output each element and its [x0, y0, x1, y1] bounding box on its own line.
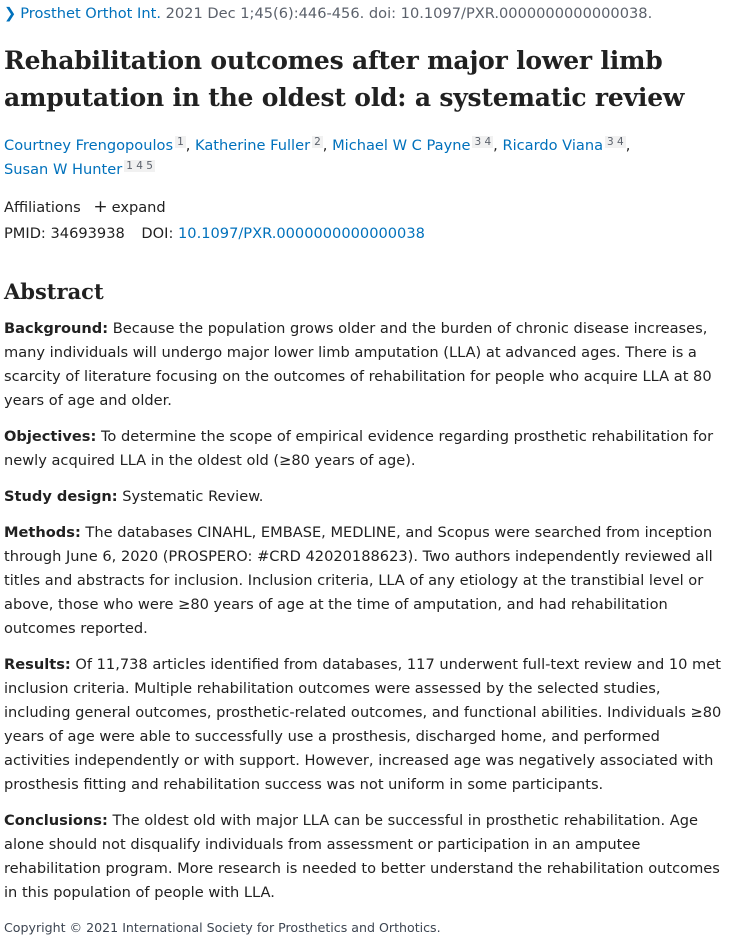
- section-label: Background:: [4, 320, 109, 337]
- abstract-section: [4, 317, 728, 413]
- section-label: Objectives:: [4, 428, 97, 445]
- expand-label: expand: [111, 199, 166, 216]
- doi-label: DOI:: [141, 225, 174, 242]
- section-text: Of 11,738 articles identified from databases, 117 underwent full-text review and 10 met inclusion criteria. Multiple rehabilitation outcomes were assessed by the selected studies, including general outcomes, prosthetic-related outcomes, and functional abilities. Individuals ≥80 years of age were able to successfully use a prosthesis, discharged home, and performed activities independently or with support. However, increased age was negatively associated with prosthesis fitting and rehabilitation success was not uniform in some participants.: [4, 656, 722, 793]
- section-label: Results:: [4, 656, 71, 673]
- section-label: Conclusions:: [4, 812, 108, 829]
- author-list: Courtney Frengopoulos $^1$ , Katherine Fuller $^2$ , Michael W C Payne $^{3 4}$ , Ricardo Viana $^{3 4}$ , Susan W Hunter $^{1 4 5}$: [4, 136, 631, 178]
- author-link[interactable]: Michael W C Payne: [332, 137, 471, 154]
- author-link[interactable]: Katherine Fuller: [195, 137, 311, 154]
- affiliation-ref[interactable]: 3 4: [474, 136, 492, 148]
- affiliation-ref[interactable]: 3 4: [607, 136, 624, 148]
- citation-details: 2021 Dec 1;45(6):446-456. doi: 10.1097/PXR.0000000000000038.: [160, 5, 653, 22]
- abstract-section: [4, 653, 728, 797]
- author-link[interactable]: Ricardo Viana: [502, 137, 604, 154]
- affiliations-expand-button[interactable]: [93, 199, 165, 216]
- section-text: To determine the scope of empirical evidence regarding prosthetic rehabilitation for newly acquired LLA in the oldest old (≥80 years of age).: [4, 428, 714, 469]
- chevron-right-icon: ❯: [4, 5, 17, 22]
- abstract-heading: Abstract: [4, 279, 104, 304]
- copyright-notice: Copyright © 2021 International Society for Prosthetics and Orthotics.: [4, 920, 441, 935]
- abstract-body: [4, 317, 728, 917]
- section-text: The oldest old with major LLA can be successful in prosthetic rehabilitation. Age alone should not disqualify individuals from assessment or participation in an amputee rehabilitation program. More research is needed to better understand the rehabilitation outcomes in this population of people with LLA.: [4, 812, 720, 901]
- pmid-label: PMID:: [4, 225, 46, 242]
- section-label: Methods:: [4, 524, 81, 541]
- abstract-section: [4, 485, 728, 509]
- section-text: Because the population grows older and the burden of chronic disease increases, many individuals will undergo major lower limb amputation (LLA) at advanced ages. There is a scarcity of literature focusing on the outcomes of rehabilitation for people who acquire LLA at 80 years of age and older.: [4, 320, 712, 409]
- section-text: The databases CINAHL, EMBASE, MEDLINE, and Scopus were searched from inception through June 6, 2020 (PROSPERO: #CRD 42020188623). Two authors independently reviewed all titles and abstracts for inclusion. Inclusion criteria, LLA of any etiology at the transtibial level or above, those who were ≥80 years of age at the time of amputation, and had rehabilitation outcomes reported.: [4, 524, 713, 637]
- article-title: Rehabilitation outcomes after major lower limb amputation in the oldest old: a systematic review: [4, 46, 685, 112]
- affiliation-ref[interactable]: 1: [177, 136, 184, 148]
- citation-line: [4, 4, 652, 24]
- affiliations-label: Affiliations: [4, 199, 81, 216]
- section-label: Study design:: [4, 488, 118, 505]
- plus-icon: +: [93, 197, 108, 217]
- abstract-section: [4, 425, 728, 473]
- abstract-section: [4, 809, 728, 905]
- identifiers-row: [4, 223, 425, 245]
- affiliation-ref[interactable]: 2: [314, 136, 321, 148]
- affiliations-row: [4, 196, 166, 219]
- journal-link[interactable]: Prosthet Orthot Int.: [20, 5, 161, 22]
- author-link[interactable]: Susan W Hunter: [4, 161, 123, 178]
- author-link[interactable]: Courtney Frengopoulos: [4, 137, 174, 154]
- pmid-value: 34693938: [50, 225, 125, 242]
- affiliation-ref[interactable]: 1 4 5: [126, 160, 153, 172]
- doi-link[interactable]: 10.1097/PXR.0000000000000038: [178, 225, 425, 242]
- abstract-section: [4, 521, 728, 641]
- section-text: Systematic Review.: [122, 488, 264, 505]
